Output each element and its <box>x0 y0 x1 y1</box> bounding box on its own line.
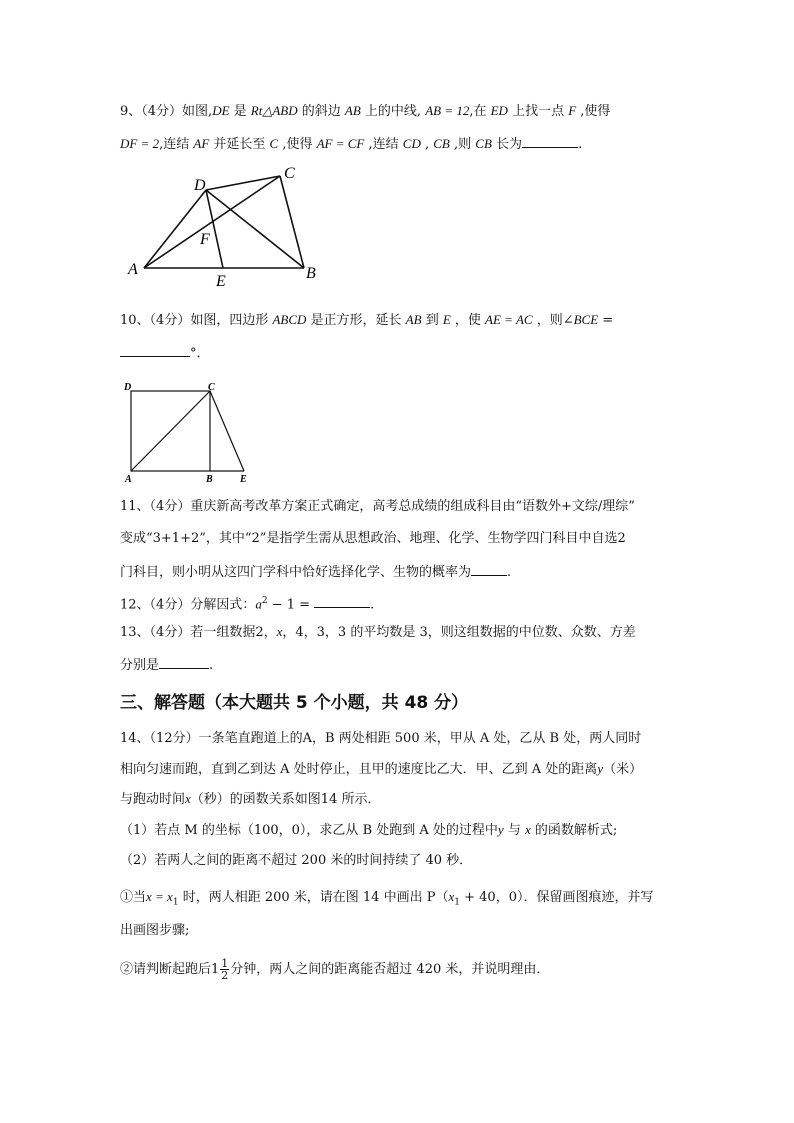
q9-line-2: DF = 2,连结 AF 并延长至 C ,使得 AF = CF ,连结 CD , CB ,则 CB 长为 . <box>120 133 582 154</box>
q9-line-1: 9、（4分）如图,DE 是 Rt△ABD 的斜边 AB 上的中线, AB = 12,在 ED 上找一点 F ,使得 <box>120 103 611 119</box>
fraction-one-half: $\frac{1}{2}$ <box>221 957 229 982</box>
q14-line-3: 与跑动时间x（秒）的函数关系如图14 所示． <box>120 791 381 807</box>
section-title: 三、解答题（本大题共 5 个小题，共 48 分） <box>120 693 469 713</box>
q11-line-3: 门科目，则小明从这四门学科中恰好选择化学、生物的概率为 . <box>120 561 511 582</box>
q10-line-2: °． <box>120 342 210 363</box>
q14-line-1: 14、（12分）一条笔直跑道上的A，B 两处相距 500 米，甲从 A 处，乙从 B 处，两人同时 <box>120 731 642 746</box>
label-A: A <box>125 474 132 485</box>
answer-blank <box>120 342 190 357</box>
q14-part-2-2: ②请判断起跑后1 $\frac{1}{2}$ 分钟，两人之间的距离能否超过 420 米，并说明理由． <box>120 957 550 982</box>
q10-line-1: 10、（4分）如图，四边形 ABCD 是正方形，延长 AB 到 E ，使 AE = AC ，则∠BCE = <box>120 312 614 328</box>
q14-part-1: （1）若点 M 的坐标（100，0），求乙从 B 处跑到 A 处的过程中y 与 x 的函数解析式; <box>120 822 618 838</box>
answer-blank <box>314 593 370 608</box>
label-C: C <box>284 165 295 182</box>
label-A: A <box>128 261 138 278</box>
label-B: B <box>206 474 213 485</box>
q14-part-2-1-cont: 出画图步骤; <box>120 923 190 938</box>
label-F: F <box>200 231 210 248</box>
q9-figure <box>120 160 330 290</box>
q13-line-2: 分别是 . <box>120 654 213 675</box>
q12-line: 12、（4分）分解因式：$a^2 - 1$ = . <box>120 592 374 614</box>
q11-line-2: 变成“3+1+2”，其中“2”是指学生需从思想政治、地理、化学、生物学四门科目中自选2 <box>120 531 626 546</box>
q11-line-1: 11、（4分）重庆新高考改革方案正式确定，高考总成绩的组成科目由“语数外+文综/理综” <box>120 499 635 514</box>
q13-line-1: 13、（4分）若一组数据2，x，4，3，3 的平均数是 3，则这组数据的中位数、众数、方差 <box>120 624 636 640</box>
answer-blank <box>159 654 209 669</box>
label-D: D <box>124 382 132 393</box>
label-C: C <box>208 382 215 393</box>
answer-blank <box>522 133 578 148</box>
q10-figure <box>120 378 260 488</box>
label-D: D <box>194 177 206 194</box>
answer-blank <box>471 561 507 576</box>
q14-part-2-1: ①当$x = x_1$ 时，两人相距 200 米，请在图 14 中画出 $P(x_1 + 40$，0）．保留画图痕迹，并写 <box>120 889 654 908</box>
label-E: E <box>216 273 226 290</box>
q14-line-2: 相向匀速而跑，直到乙到达 A 处时停止，且甲的速度比乙大．甲、乙到 A 处的距离y（米） <box>120 761 643 777</box>
q14-part-2: （2）若两人之间的距离不超过 200 米的时间持续了 40 秒． <box>120 853 473 868</box>
label-E: E <box>240 474 247 485</box>
label-B: B <box>306 265 316 282</box>
